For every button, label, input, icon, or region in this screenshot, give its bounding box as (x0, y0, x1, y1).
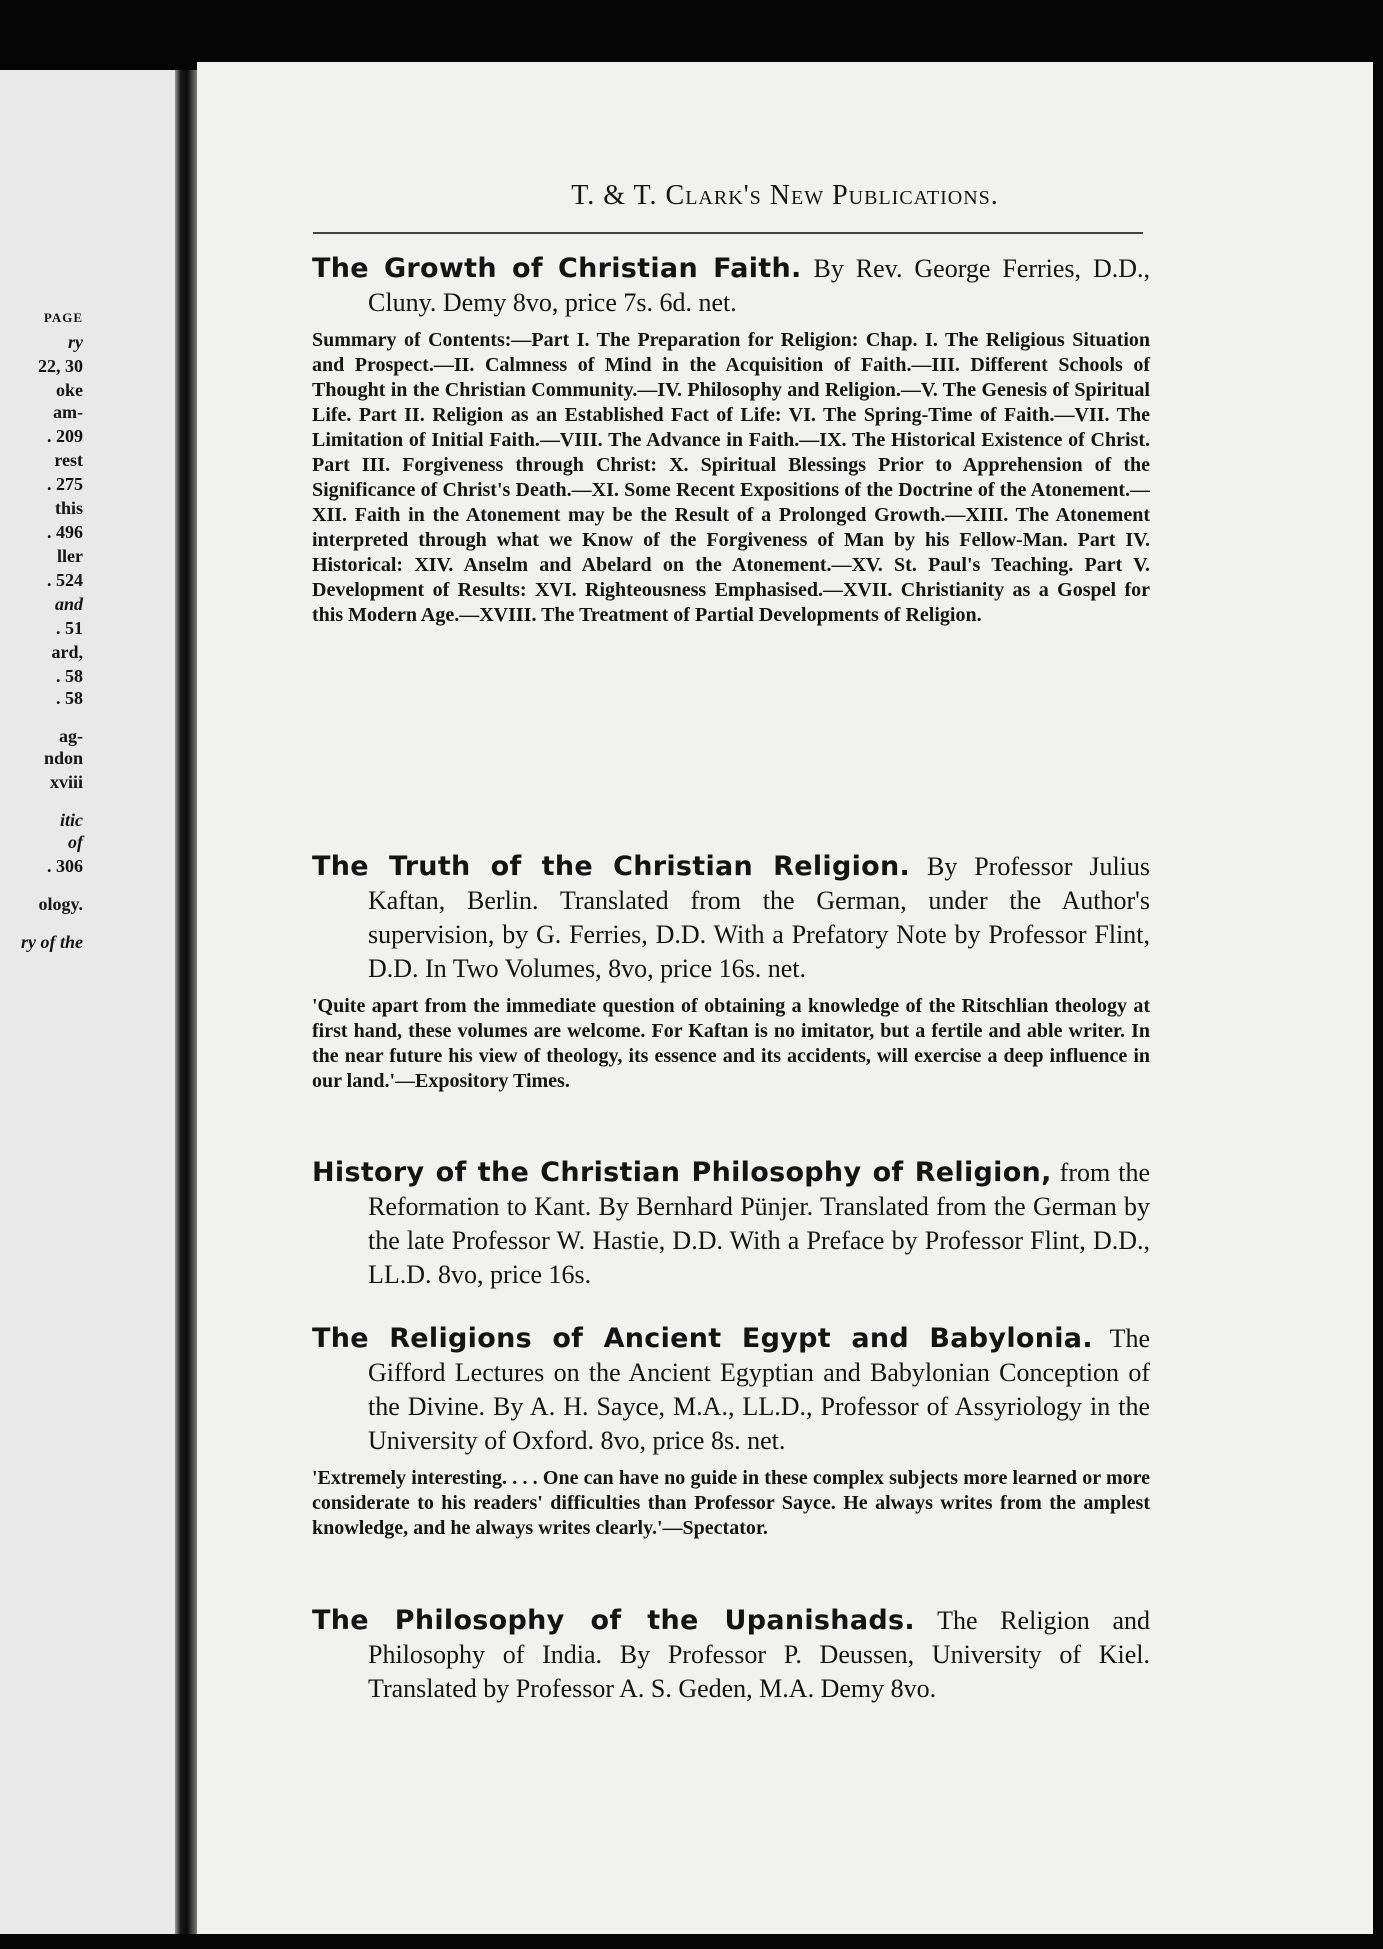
left-page-fragment: oke (56, 380, 83, 400)
left-page-fragment: . 524 (47, 570, 83, 590)
entry-heading (312, 1156, 1150, 1292)
book-details: The Gifford Lectures on the Ancient Egyptian and Babylonian Conception of the Divine. By A. H. Sayce, M.A., LL.D., Professor of Assyriology in the University of Oxford. 8vo, price 8s. net. (368, 1324, 1151, 1455)
left-page-fragment: . 58 (56, 666, 83, 686)
left-page-fragment: . 58 (56, 688, 83, 708)
left-page-fragment: . 496 (47, 522, 83, 542)
entry-description: 'Quite apart from the immediate question of obtaining a knowledge of the Ritschlian theology at first hand, these volumes are welcome. For Kaftan is no imitator, but a fertile and able writer. In the near future his view of theology, its essence and its accidents, will exercise a deep influence in our land.'—Expository Times. (312, 995, 1150, 1092)
book-details: The Religion and Philosophy of India. By Professor P. Deussen, University of Kiel. Translated by Professor A. S. Geden, M.A. Demy 8vo. (368, 1606, 1150, 1703)
entry-description: Summary of Contents:—Part I. The Preparation for Religion: Chap. I. The Religious Situation and Prospect.—II. Calmness of Mind in the Acquisition of Faith.—III. Different Schools of Thought in the Christian Community.—IV. Philosophy and Religion.—V. The Genesis of Spiritual Life. Part II. Religion as an Established Fact of Life: VI. The Spring-Time of Faith.—VII. The Limitation of Initial Faith.—VIII. The Advance in Faith.—IX. The Historical Existence of Christ. Part III. Forgiveness through Christ: X. Spiritual Blessings Prior to Apprehension of the Significance of Christ's Death.—XI. Some Recent Expositions of the Doctrine of the Atonement.—XII. Faith in the Atonement may be the Result of a Prolonged Growth.—XIII. The Atonement interpreted through what we Know of the Forgiveness of Man by his Fellow-Man. Part IV. Historical: XIV. Anselm and Abelard on the Atonement.—XV. St. Paul's Teaching. Part V. Development of Results: XVI. Righteousness Emphasised.—XVII. Christianity as a Gospel for this Modern Age.—XVIII. The Treatment of Partial Developments of Religion. (312, 329, 1150, 626)
entry-description: 'Extremely interesting. . . . One can have no guide in these complex subjects more learned or more considerate to his readers' difficulties than Professor Sayce. He always writes from the amplest knowledge, and he always writes clearly.'—Spectator. (312, 1467, 1150, 1539)
previous-page (0, 70, 175, 1934)
book-title: The Truth of the Christian Religion. (312, 851, 911, 882)
left-page-fragment: . 275 (47, 474, 83, 494)
left-page-fragment: . 209 (47, 426, 83, 446)
book-details: By Professor Julius Kaftan, Berlin. Translated from the German, under the Author's supervision, by G. Ferries, D.D. With a Prefatory Note by Professor Flint, D.D. In Two Volumes, 8vo, price 16s. net. (368, 852, 1151, 983)
book-title: The Philosophy of the Upanishads. (312, 1605, 915, 1636)
left-page-fragment: and (54, 594, 83, 614)
left-page-fragment: itic (60, 810, 83, 830)
left-page-fragment: . 306 (47, 856, 83, 876)
publication-entry (312, 252, 1150, 628)
publication-entry (312, 1604, 1150, 1706)
head-rule (313, 232, 1143, 234)
left-page-fragment: ag- (59, 726, 83, 746)
entry-heading (312, 850, 1150, 986)
left-page-fragment: xviii (49, 772, 83, 792)
left-page-fragment: ndon (43, 748, 83, 768)
left-page-fragment: 22, 30 (38, 356, 83, 376)
publication-entry (312, 850, 1150, 1094)
left-page-fragment: ard, (51, 642, 83, 662)
publication-entry (312, 1156, 1150, 1292)
left-page-fragment: ller (57, 546, 83, 566)
left-page-fragment: ology. (38, 894, 83, 914)
book-title: The Growth of Christian Faith. (312, 253, 802, 284)
book-gutter (175, 70, 197, 1934)
left-page-fragment: ry (68, 332, 83, 352)
current-page (197, 62, 1373, 1934)
running-head: T. & T. Clark's New Publications. (571, 180, 999, 211)
book-title: The Religions of Ancient Egypt and Babylonia. (312, 1323, 1093, 1354)
entry-heading (312, 252, 1150, 320)
left-page-fragment: . 51 (56, 618, 83, 638)
left-page-fragment: am- (53, 402, 83, 422)
left-page-fragment: of (68, 832, 83, 852)
left-page-fragment: this (54, 498, 83, 518)
book-title: History of the Christian Philosophy of Religion, (312, 1157, 1052, 1188)
left-page-fragment: PAGE (43, 310, 83, 325)
entry-heading (312, 1604, 1150, 1706)
left-page-fragment: ry of the (21, 932, 83, 952)
book-details: By Rev. George Ferries, D.D., Cluny. Demy 8vo, price 7s. 6d. net. (368, 254, 1150, 317)
publication-entry (312, 1322, 1150, 1541)
left-page-fragment: rest (54, 450, 83, 470)
entry-heading (312, 1322, 1150, 1458)
book-details: from the Reformation to Kant. By Bernhard Pünjer. Translated from the German by the late Professor W. Hastie, D.D. With a Preface by Professor Flint, D.D., LL.D. 8vo, price 16s. (368, 1158, 1151, 1289)
